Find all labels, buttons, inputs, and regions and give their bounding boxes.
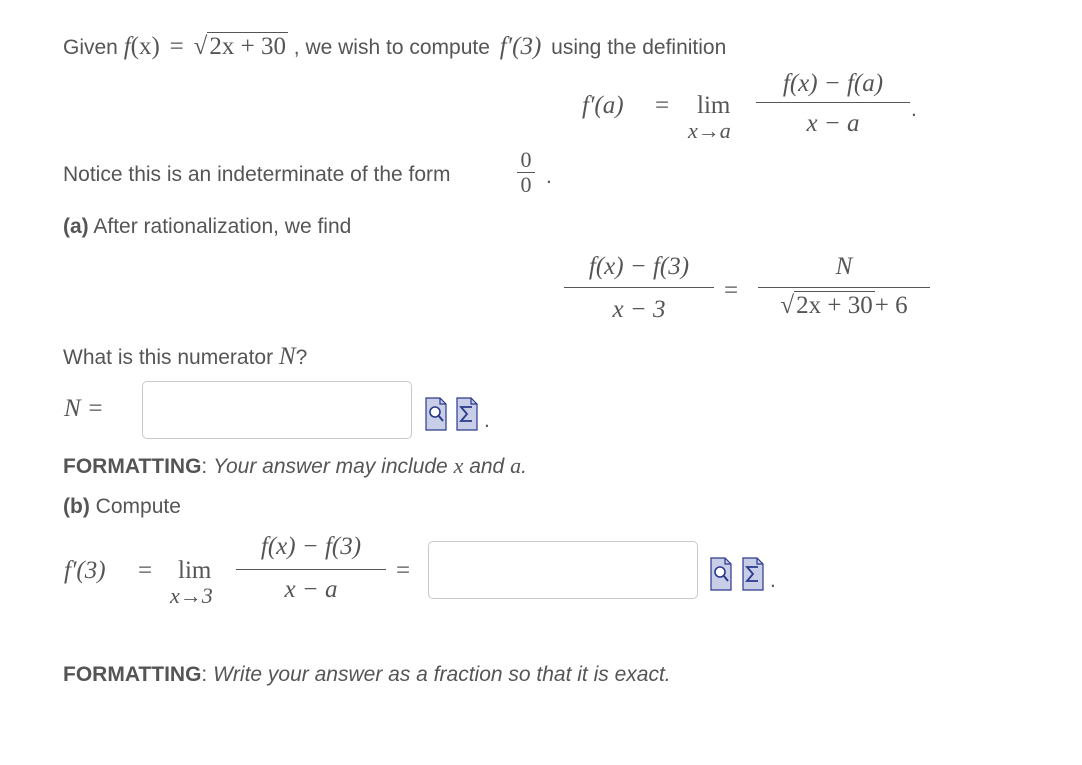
intro-given: Given xyxy=(63,36,118,59)
definition-lim: lim xyxy=(697,92,731,119)
part-a-rhs-radicand: 2x + 30 xyxy=(796,292,873,319)
intro-line xyxy=(63,32,726,62)
part-b-eq: = xyxy=(138,557,153,584)
intro-sqrt xyxy=(194,32,288,63)
part-b-formatting-text: Write your answer as a fraction so that it is exact. xyxy=(213,663,671,686)
notice-fraction xyxy=(516,148,536,197)
part-b-fraction xyxy=(236,533,386,608)
definition-fraction xyxy=(756,70,910,142)
part-a-lhs-num: f(x) − f(3) xyxy=(588,253,690,280)
part-b-answer-input[interactable] xyxy=(428,541,698,599)
definition-eq: = xyxy=(655,92,670,119)
part-b-label: (b) xyxy=(63,495,90,518)
part-a-label: (a) xyxy=(63,215,89,238)
part-b-lim: lim xyxy=(178,557,212,584)
part-a-question-var: N xyxy=(278,343,296,370)
intro-radicand: 2x + 30 xyxy=(209,33,286,60)
part-b-lhs: f′(3) xyxy=(64,557,106,584)
part-b-heading xyxy=(63,495,181,519)
part-b-numerator: f(x) − f(3) xyxy=(260,533,362,560)
intro-comma-text: , we wish to compute xyxy=(293,36,490,59)
definition-period: . xyxy=(911,98,917,121)
definition-numerator: f(x) − f(a) xyxy=(782,70,884,97)
part-a-question-mark: ? xyxy=(295,346,308,369)
part-a-formatting-text: Your answer may include xyxy=(213,455,448,478)
part-a-heading xyxy=(63,215,351,239)
part-a-question-text: What is this numerator xyxy=(63,346,274,369)
part-a-answer-input[interactable] xyxy=(142,381,412,439)
part-b-eq2: = xyxy=(396,557,411,584)
notice-period: . xyxy=(546,165,552,188)
intro-fprime3: f′(3) xyxy=(499,33,542,60)
notice-text: Notice this is an indeterminate of the form xyxy=(63,163,451,186)
part-b-preview-button[interactable] xyxy=(710,557,732,587)
part-b-lim-sub: x→3 xyxy=(170,583,213,608)
intro-f: f xyxy=(123,33,131,60)
part-a-text: After rationalization, we find xyxy=(93,215,352,238)
intro-using-text: using the definition xyxy=(551,36,727,59)
part-a-rhs-sqrt-symbol: √ xyxy=(780,292,795,319)
part-a-input-label: N = xyxy=(64,395,104,422)
part-b-equation-editor-button[interactable] xyxy=(742,557,764,587)
part-a-formatting-label: FORMATTING xyxy=(63,455,202,478)
definition-lim-sub: x→a xyxy=(688,118,731,143)
part-b-formatting xyxy=(63,663,671,687)
notice-frac-num: 0 xyxy=(520,147,532,172)
part-a-formatting xyxy=(63,453,527,479)
part-a-rhs-num: N xyxy=(835,253,853,280)
part-b-denominator: x − a xyxy=(284,576,338,603)
part-a-formatting-and: and xyxy=(469,455,505,478)
sigma-equation-editor-icon xyxy=(456,397,478,431)
intro-fx: (x) xyxy=(130,33,160,60)
part-a-formatting-var-x: x xyxy=(453,453,464,478)
part-a-lhs-fraction xyxy=(564,253,714,328)
part-a-preview-button[interactable] xyxy=(425,397,447,427)
part-a-rhs-fraction xyxy=(758,253,930,326)
sigma-equation-editor-icon xyxy=(742,557,764,591)
part-a-rhs-bar xyxy=(758,287,930,288)
part-a-formatting-colon: : xyxy=(201,455,208,478)
notice-frac-den: 0 xyxy=(520,172,532,197)
part-b-formatting-label: FORMATTING xyxy=(63,663,202,686)
part-b-formatting-colon: : xyxy=(201,663,208,686)
part-b-fraction-bar xyxy=(236,569,386,570)
part-a-eq: = xyxy=(724,277,739,304)
part-a-rhs-tail: + 6 xyxy=(874,292,908,319)
preview-magnifier-icon xyxy=(425,397,447,431)
intro-sqrt-symbol: √ xyxy=(193,33,208,60)
definition-denominator: x − a xyxy=(806,110,860,137)
part-a-lhs-den: x − 3 xyxy=(612,296,666,323)
definition-fraction-bar xyxy=(756,102,910,103)
part-a-formatting-var-a: a xyxy=(510,453,522,478)
part-a-equation-editor-button[interactable] xyxy=(456,397,478,427)
part-a-lhs-bar xyxy=(564,287,714,288)
part-b-dot: . xyxy=(770,569,776,592)
part-a-rhs-den xyxy=(780,292,907,326)
part-a-dot: . xyxy=(484,409,490,432)
intro-eq: = xyxy=(169,33,184,60)
preview-magnifier-icon xyxy=(710,557,732,591)
part-b-text: Compute xyxy=(95,495,181,518)
part-a-question xyxy=(63,343,307,371)
part-a-formatting-end: . xyxy=(521,455,527,478)
definition-lhs: f′(a) xyxy=(582,92,624,119)
